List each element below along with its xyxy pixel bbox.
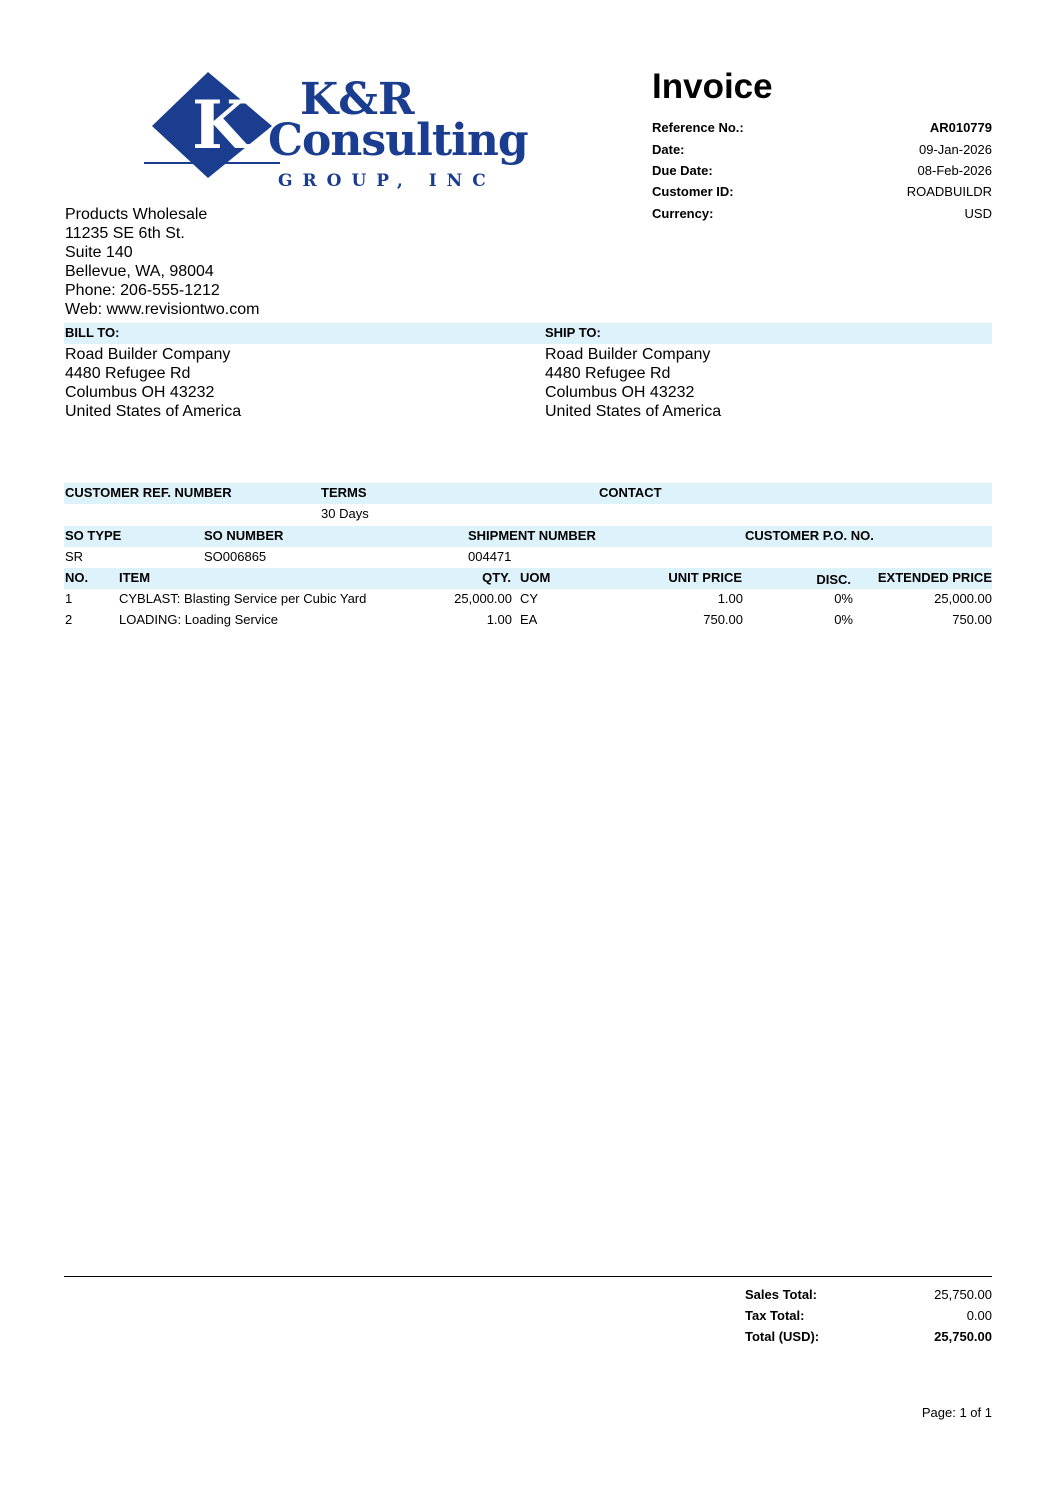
meta-currency (652, 206, 992, 227)
col-unit-price-header: UNIT PRICE (668, 570, 742, 585)
bill-to-line: Road Builder Company (65, 346, 231, 363)
grand-total-row (745, 1329, 992, 1350)
customer-ref-header: CUSTOMER REF. NUMBER (65, 485, 232, 500)
meta-value: 09-Jan-2026 (919, 142, 992, 157)
meta-value: 08-Feb-2026 (917, 163, 992, 178)
meta-label: Customer ID: (652, 184, 734, 199)
col-qty-header: QTY. (482, 570, 511, 585)
item-extended: 25,000.00 (934, 591, 992, 606)
meta-value: ROADBUILDR (906, 184, 992, 199)
item-disc: 0% (834, 591, 853, 606)
logo-text-group: GROUP, INC (278, 171, 496, 191)
table-row (0, 591, 1057, 612)
meta-reference (652, 120, 992, 141)
company-address2: Suite 140 (65, 244, 133, 261)
bill-to-line: Columbus OH 43232 (65, 384, 215, 401)
meta-customer-id (652, 184, 992, 205)
company-address1: 11235 SE 6th St. (65, 225, 185, 242)
shipment-number-value: 004471 (468, 549, 512, 564)
item-extended: 750.00 (952, 612, 992, 627)
item-qty: 25,000.00 (454, 591, 512, 606)
grand-total-value: 25,750.00 (934, 1329, 992, 1344)
meta-value: USD (964, 206, 992, 221)
sales-total-value: 25,750.00 (934, 1287, 992, 1302)
grand-total-label: Total (USD): (745, 1329, 820, 1344)
contact-header: CONTACT (599, 485, 662, 500)
company-phone: Phone: 206-555-1212 (65, 282, 220, 299)
ship-to-address (545, 345, 721, 421)
logo-text-kr: K&R (300, 74, 415, 125)
meta-label: Date: (652, 142, 685, 157)
ship-to-label: SHIP TO: (545, 325, 601, 340)
item-unit-price: 1.00 (717, 591, 743, 606)
terms-header: TERMS (321, 485, 367, 500)
terms-value: 30 Days (321, 506, 369, 521)
col-item-header: ITEM (119, 570, 151, 585)
so-type-header: SO TYPE (65, 528, 122, 543)
ship-to-line: 4480 Refugee Rd (545, 365, 671, 382)
item-no: 1 (65, 591, 73, 606)
so-type-value: SR (65, 549, 84, 564)
item-uom: CY (520, 591, 539, 606)
item-qty: 1.00 (486, 612, 512, 627)
item-uom: EA (520, 612, 538, 627)
col-uom-header: UOM (520, 570, 551, 585)
tax-total-value: 0.00 (966, 1308, 992, 1323)
tax-total-label: Tax Total: (745, 1308, 805, 1323)
ship-to-line: United States of America (545, 403, 722, 420)
meta-value: AR010779 (929, 120, 992, 135)
page-number: Page: 1 of 1 (921, 1405, 992, 1420)
ship-to-line: Road Builder Company (545, 346, 711, 363)
bill-to-line: United States of America (65, 403, 242, 420)
meta-due-date (652, 163, 992, 184)
item-no: 2 (65, 612, 73, 627)
tax-total-row (745, 1308, 992, 1329)
col-no-header: NO. (65, 570, 89, 585)
bill-to-line: 4480 Refugee Rd (65, 365, 191, 382)
company-city: Bellevue, WA, 98004 (65, 263, 214, 280)
logo-text-consulting: Consulting (268, 115, 528, 166)
svg-text:K: K (192, 86, 250, 164)
meta-label: Due Date: (652, 163, 713, 178)
sales-total-row (745, 1287, 992, 1308)
so-number-value: SO006865 (204, 549, 267, 564)
sales-total-label: Sales Total: (745, 1287, 818, 1302)
col-disc-header: DISC. (816, 572, 851, 587)
address-header-band (64, 323, 992, 344)
item-description: LOADING: Loading Service (119, 612, 278, 627)
totals-divider (64, 1276, 992, 1277)
item-description: CYBLAST: Blasting Service per Cubic Yard (119, 591, 367, 606)
customer-po-header: CUSTOMER P.O. NO. (745, 528, 874, 543)
company-name: Products Wholesale (65, 206, 208, 223)
ship-to-line: Columbus OH 43232 (545, 384, 695, 401)
shipment-number-header: SHIPMENT NUMBER (468, 528, 596, 543)
company-web: Web: www.revisiontwo.com (65, 301, 260, 318)
table-row (0, 612, 1057, 633)
company-logo (140, 68, 528, 193)
meta-label: Reference No.: (652, 120, 744, 135)
company-address (65, 205, 259, 319)
meta-date (652, 142, 992, 163)
bill-to-label: BILL TO: (65, 325, 120, 340)
item-unit-price: 750.00 (703, 612, 743, 627)
meta-label: Currency: (652, 206, 714, 221)
bill-to-address (65, 345, 241, 421)
item-disc: 0% (834, 612, 853, 627)
so-number-header: SO NUMBER (204, 528, 284, 543)
page-title: Invoice (652, 67, 773, 106)
col-extended-header: EXTENDED PRICE (877, 570, 992, 585)
